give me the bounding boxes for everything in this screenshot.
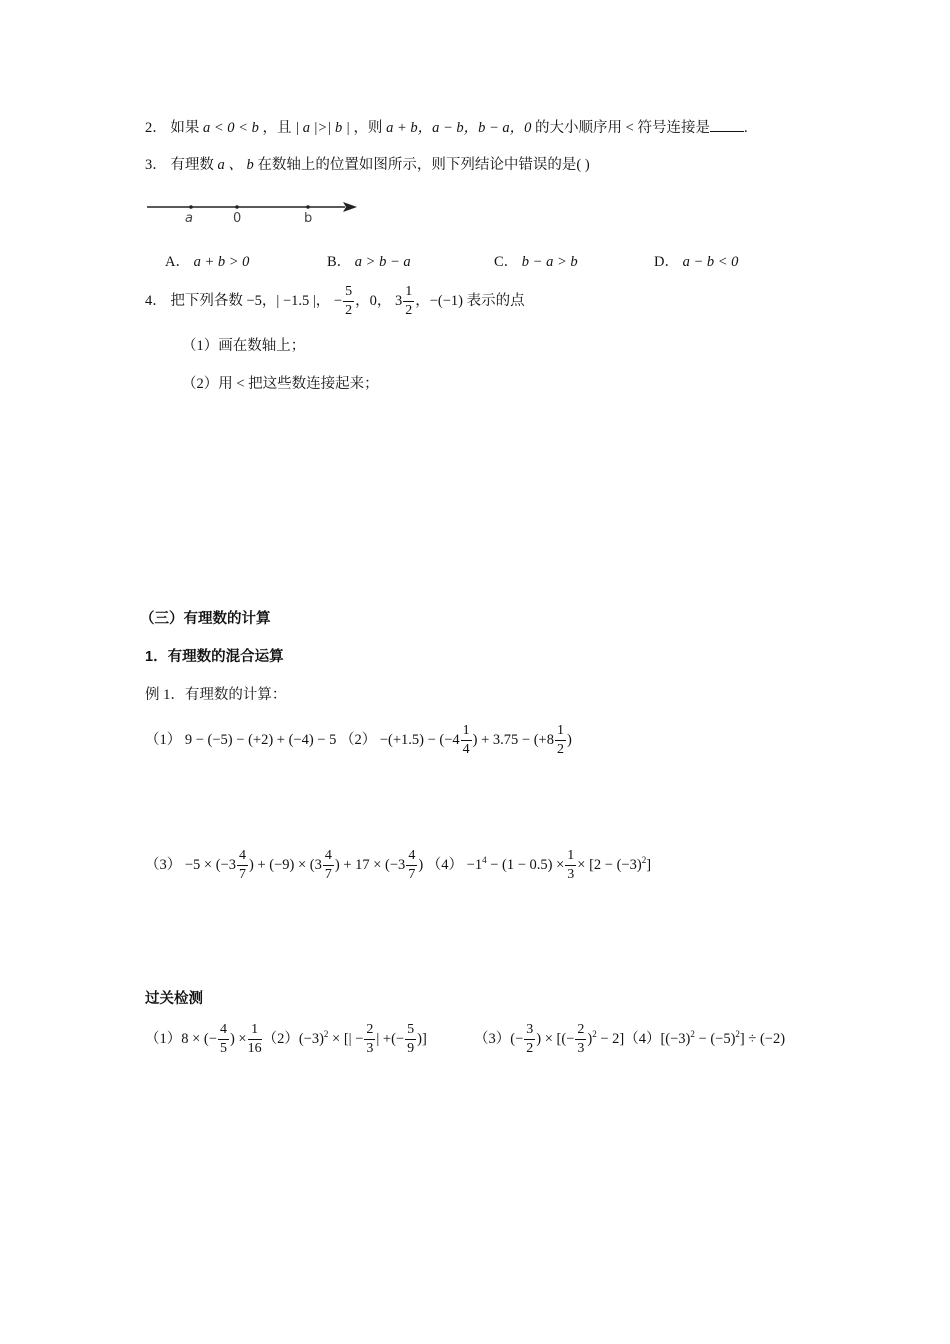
problem-2-expr: ) + 3.75 − (+8 (472, 732, 554, 748)
number-line-arrow-icon (145, 195, 360, 235)
problem-label: （3） (474, 1030, 511, 1047)
subsection-title: 1．有理数的混合运算 (145, 649, 284, 665)
exponent: 2 (641, 855, 647, 865)
q2-number: 2． (145, 120, 167, 136)
check-4-expr: [(−3) (660, 1030, 691, 1047)
q3-number: 3． (145, 157, 167, 173)
problem-4-expr: ] (646, 856, 652, 873)
fraction: $\frac{1}{4}$ (462, 723, 470, 758)
problem-4-expr: − (1 − 0.5) × (486, 856, 565, 873)
number-line-figure (145, 195, 360, 235)
option-label: C． (494, 254, 519, 270)
problem-4-expr: −1 (466, 856, 483, 873)
check-3-expr: ) (587, 1030, 593, 1047)
check-1-expr: 8 × (− (181, 1030, 217, 1047)
option-expr: a − b < 0 (682, 254, 739, 270)
problem-3-expr: ) + 17 × (−3 (334, 856, 406, 873)
answer-blank[interactable] (710, 117, 744, 132)
fraction: $\frac{1}{16}$ (247, 1022, 262, 1056)
q2-abs: | a |>| b | (295, 120, 350, 136)
question-2 (145, 117, 748, 138)
numberline-label-b: b (304, 211, 313, 226)
option-expr: a + b > 0 (193, 254, 250, 270)
q4-number: 4． (145, 293, 167, 309)
option-b[interactable] (327, 250, 411, 271)
q3-vars: a 、 b (217, 157, 254, 173)
fraction: $\frac{5}{2}$ (345, 284, 353, 319)
q4-text: 把下列各数 (170, 293, 243, 309)
q2-text: ，且 (262, 120, 292, 136)
q2-condition: a < 0 < b (203, 120, 259, 136)
exponent: 2 (735, 1029, 740, 1039)
exponent: 2 (323, 1029, 329, 1039)
fraction: $\frac{1}{2}$ (405, 284, 413, 319)
check-2-expr: | +(− (376, 1030, 405, 1047)
problem-3-expr: ) + (−9) × (3 (249, 856, 322, 873)
problem-label: （1） (145, 1030, 182, 1047)
numberline-label-0: 0 (233, 211, 242, 226)
check-2-expr: )] (417, 1030, 427, 1047)
question-3 (145, 155, 590, 175)
check-4-expr: ] ÷ (−2) (739, 1030, 786, 1047)
q2-text: 的大小顺序用 < 符号连接是 (535, 120, 710, 136)
option-c[interactable] (494, 250, 578, 271)
exponent: 2 (690, 1029, 695, 1039)
problem-3-expr: ) (418, 856, 424, 873)
example-heading: 例 1．有理数的计算： (145, 687, 287, 703)
check-3-expr: ) × [(− (536, 1030, 575, 1047)
fraction: $\frac{4}{7}$ (324, 848, 332, 882)
fraction: $\frac{4}{7}$ (239, 848, 246, 882)
check-1-expr: ) × (229, 1030, 247, 1047)
check-4-expr: − (−5) (694, 1030, 736, 1047)
option-expr: a > b − a (354, 254, 411, 270)
check-row (145, 1016, 427, 1057)
option-d[interactable] (654, 250, 738, 271)
problem-label: （2） (262, 1030, 299, 1047)
q4-numbers: ，0， (355, 293, 392, 309)
example-row-1 (145, 722, 572, 758)
q2-period: . (743, 120, 748, 136)
fraction: $\frac{1}{3}$ (567, 848, 575, 882)
fraction: $\frac{3}{2}$ (526, 1022, 534, 1056)
check-2-expr: (−3) (298, 1030, 324, 1047)
q2-text: ，则 (353, 120, 383, 136)
question-4 (145, 283, 525, 319)
problem-label: （4） (426, 856, 464, 873)
q4-sub-2: （2）用 < 把这些数连接起来； (182, 376, 379, 392)
q4-sign: − (333, 293, 343, 309)
fraction: $\frac{4}{7}$ (408, 848, 416, 882)
check-row-right (474, 1016, 785, 1057)
problem-2-expr: ) (567, 732, 572, 748)
option-expr: b − a > b (521, 254, 578, 270)
q4-text: 表示的点 (466, 293, 525, 309)
problem-label: （4） (624, 1030, 661, 1047)
fraction: $\frac{2}{3}$ (577, 1022, 585, 1056)
problem-4-expr: × [2 − (−3) (577, 856, 642, 873)
q3-text: 有理数 (170, 157, 214, 173)
exponent: 2 (592, 1029, 597, 1039)
exponent: 4 (482, 855, 487, 865)
fraction: $\frac{4}{5}$ (219, 1022, 227, 1056)
option-label: B． (327, 254, 352, 270)
q2-text: 如果 (170, 120, 200, 136)
example-row-2 (145, 842, 651, 883)
fraction: $\frac{2}{3}$ (366, 1022, 374, 1056)
q4-sub-1: （1）画在数轴上； (182, 338, 306, 354)
problem-label: （2） (339, 732, 377, 748)
option-label: D． (654, 254, 679, 270)
q4-numbers: ，−(−1) (415, 293, 463, 309)
q4-numbers: −5，| −1.5 |， (246, 293, 331, 309)
option-a[interactable] (165, 250, 249, 271)
q4-mixed-whole: 3 (394, 293, 403, 309)
problem-1-expr: 9 − (−5) − (+2) + (−4) − 5 (184, 732, 337, 748)
fraction: $\frac{5}{9}$ (407, 1022, 415, 1056)
check-2-expr: × [| − (328, 1030, 364, 1047)
option-label: A． (165, 254, 190, 270)
check-3-expr: (− (510, 1030, 524, 1047)
problem-3-expr: −5 × (−3 (184, 856, 236, 873)
problem-label: （3） (145, 856, 182, 873)
q3-text: 在数轴上的位置如图所示，则下列结论中错误的是( ) (257, 157, 590, 173)
section-title: （三）有理数的计算 (140, 611, 271, 627)
numberline-label-a: a (185, 211, 193, 226)
fraction: $\frac{1}{2}$ (557, 723, 564, 758)
q2-expressions: a + b，a − b，b − a，0 (386, 120, 532, 136)
problem-label: （1） (145, 732, 182, 748)
check-section-title: 过关检测 (145, 991, 203, 1007)
check-3-expr: − 2] (596, 1030, 625, 1047)
problem-2-expr: −(+1.5) − (−4 (379, 732, 460, 748)
